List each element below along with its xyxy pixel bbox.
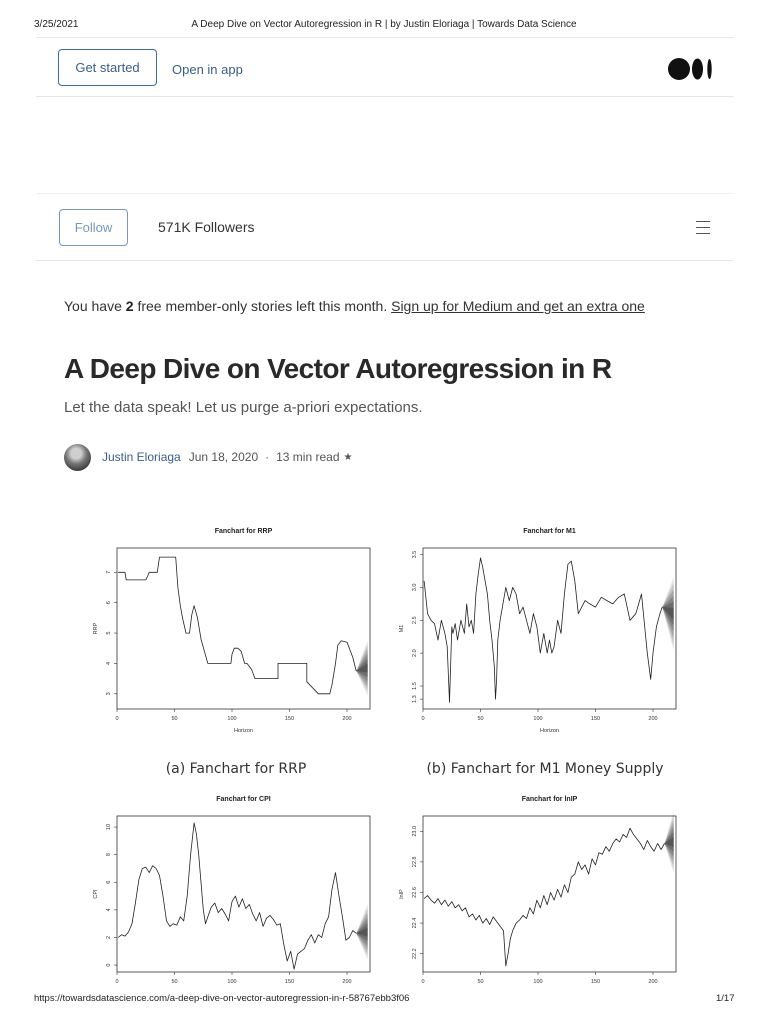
y-tick-label: 2.0 <box>412 649 418 657</box>
figure-caption: (b) Fanchart for M1 Money Supply <box>426 761 664 777</box>
chart-title: Fanchart for M1 <box>523 528 576 535</box>
y-tick-label: 2 <box>106 935 112 940</box>
y-tick-label: 6 <box>106 601 112 605</box>
y-tick-label: 3.5 <box>412 550 418 559</box>
plot-frame <box>423 816 676 972</box>
get-started-button[interactable]: Get started <box>58 49 157 86</box>
y-axis-label: M1 <box>399 624 405 633</box>
free-stories-count: 2 <box>125 298 134 314</box>
byline-separator: · <box>265 450 270 464</box>
x-tick-label: 150 <box>284 716 295 722</box>
x-tick-label: 0 <box>421 979 425 985</box>
hamburger-menu-icon[interactable] <box>696 221 710 235</box>
x-tick-label: 100 <box>533 716 543 722</box>
print-header <box>0 0 768 36</box>
y-tick-label: 6 <box>106 880 112 884</box>
y-tick-label: 22.8 <box>412 856 418 868</box>
print-title: A Deep Dive on Vector Autoregression in R | by Justin Eloriaga | Towards Data Science <box>191 19 577 30</box>
y-tick-label: 10 <box>106 823 112 831</box>
x-tick-label: 0 <box>115 716 119 722</box>
publish-date: Jun 18, 2020 <box>188 450 259 464</box>
follow-button[interactable]: Follow <box>59 209 128 246</box>
y-tick-label: 3.0 <box>412 583 418 592</box>
chart-title: Fanchart for lnIP <box>521 796 578 803</box>
chart-panel-2 <box>399 528 676 777</box>
x-axis-label: Horizon <box>540 728 559 734</box>
x-axis-label: Horizon <box>234 728 253 734</box>
chart-panel-3 <box>93 796 370 985</box>
x-tick-label: 0 <box>115 979 119 985</box>
x-tick-label: 200 <box>342 979 352 985</box>
series-line <box>424 558 662 703</box>
member-star-icon: ★ <box>343 451 353 463</box>
y-axis-label: lnIP <box>399 889 405 899</box>
x-tick-label: 100 <box>227 979 237 985</box>
y-tick-label: 3 <box>106 692 112 696</box>
y-tick-label: 5 <box>106 631 112 635</box>
publication-bar <box>36 193 734 261</box>
x-tick-label: 50 <box>171 979 178 985</box>
y-tick-label: 1.3 <box>412 695 418 703</box>
plot-frame <box>423 548 676 709</box>
x-tick-label: 150 <box>284 979 295 985</box>
x-tick-label: 0 <box>421 716 425 722</box>
x-tick-label: 50 <box>477 979 484 985</box>
article-subtitle: Let the data speak! Let us purge a-priori expectations. <box>64 399 423 416</box>
read-time: 13 min read <box>276 450 340 464</box>
x-tick-label: 100 <box>533 979 543 985</box>
chart-title: Fanchart for RRP <box>214 528 273 535</box>
member-notice: You have 2 free member-only stories left this month. Sign up for Medium and get an extra one <box>64 298 645 314</box>
y-tick-label: 22.6 <box>412 887 418 898</box>
print-date: 3/25/2021 <box>34 19 79 30</box>
open-in-app-link[interactable]: Open in app <box>172 62 243 77</box>
chart-panel-1 <box>93 528 370 777</box>
x-tick-label: 100 <box>227 716 237 722</box>
author-name[interactable]: Justin Eloriaga <box>102 450 181 464</box>
x-tick-label: 200 <box>648 716 658 722</box>
x-tick-label: 200 <box>342 716 352 722</box>
y-axis-label: RRP <box>93 622 99 635</box>
y-tick-label: 4 <box>106 908 112 912</box>
y-tick-label: 8 <box>106 853 112 857</box>
chart-panel-4 <box>399 796 676 985</box>
y-axis-label: CPI <box>93 889 99 899</box>
y-tick-label: 4 <box>106 661 112 665</box>
y-tick-label: 7 <box>106 570 112 574</box>
y-tick-label: 2.5 <box>412 616 418 625</box>
x-tick-label: 150 <box>590 716 601 722</box>
series-line <box>118 557 356 694</box>
chart-title: Fanchart for CPI <box>216 796 271 803</box>
x-tick-label: 200 <box>648 979 658 985</box>
y-tick-label: 22.4 <box>412 917 418 929</box>
top-bar <box>36 37 734 97</box>
series-line <box>118 823 356 969</box>
y-tick-label: 1.5 <box>412 682 418 690</box>
author-avatar[interactable] <box>64 444 91 471</box>
byline <box>64 443 352 471</box>
y-tick-label: 22.2 <box>412 948 418 960</box>
fanchart-figure <box>86 510 698 985</box>
y-tick-label: 0 <box>106 963 112 967</box>
series-line <box>424 828 664 966</box>
signup-link[interactable]: Sign up for Medium and get an extra one <box>391 298 645 314</box>
followers-count: 571K Followers <box>158 219 255 235</box>
footer-url: https://towardsdatascience.com/a-deep-dive-on-vector-autoregression-in-r-58767ebb3f06 <box>34 993 410 1004</box>
article-title: A Deep Dive on Vector Autoregression in R <box>64 353 612 384</box>
x-tick-label: 150 <box>590 979 601 985</box>
y-tick-label: 23.0 <box>412 825 418 837</box>
x-tick-label: 50 <box>171 716 178 722</box>
x-tick-label: 50 <box>477 716 484 722</box>
medium-logo-icon[interactable] <box>668 58 714 80</box>
footer-page-number: 1/17 <box>716 993 735 1004</box>
figure-caption: (a) Fanchart for RRP <box>165 761 307 777</box>
fanchart-svg <box>86 510 698 985</box>
plot-frame <box>117 816 370 972</box>
